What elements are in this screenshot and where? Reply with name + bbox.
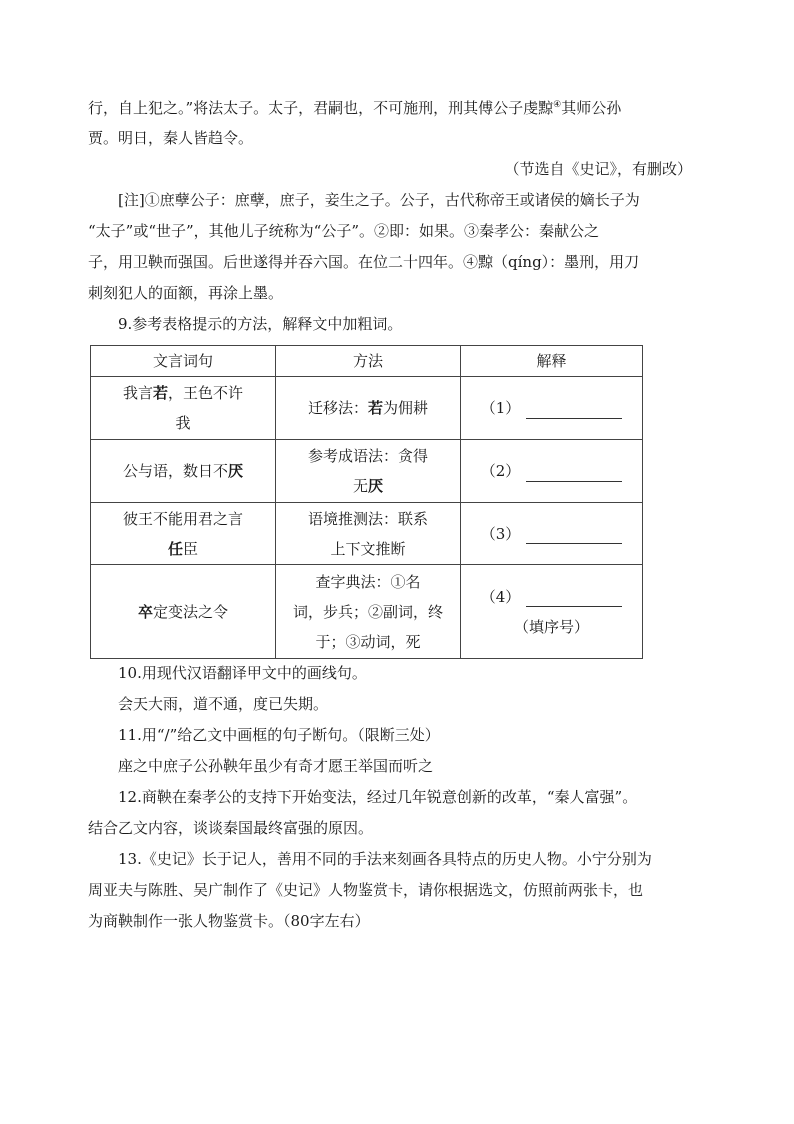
header-method: 方法 <box>276 346 461 377</box>
passage-line-1 <box>88 98 621 118</box>
table-row <box>91 503 643 565</box>
q10-sentence: 会天大雨，道不通，度已失期。 <box>118 695 329 713</box>
note-line-2: “太子”或“世子”，其他儿子统称为“公子”。②即：如果。③秦孝公：秦献公之 <box>88 222 600 240</box>
answer-blank[interactable] <box>526 525 622 544</box>
answer-blank[interactable] <box>526 463 622 482</box>
cell-sentence: 卒定变法之令 <box>91 565 276 659</box>
note-line-1: [注]①庶孽公子：庶孽，庶子，妾生之子。公子，古代称帝王或诸侯的嫡长子为 <box>118 191 640 209</box>
q12-line-2: 结合乙文内容，谈谈秦国最终富强的原因。 <box>88 819 374 837</box>
cell-method: 语境推测法：联系 上下文推断 <box>276 503 461 565</box>
cell-answer: （2） <box>461 440 643 503</box>
cell-sentence: 我言若，王色不许 我 <box>91 377 276 440</box>
table-row <box>91 377 643 440</box>
q12-line-1: 12.商鞅在秦孝公的支持下开始变法，经过几年锐意创新的改革，“秦人富强”。 <box>118 788 638 806</box>
passage-line-2: 贾。明日，秦人皆趋令。 <box>88 129 254 147</box>
cell-answer: （1） <box>461 377 643 440</box>
header-explanation: 解释 <box>461 346 643 377</box>
q13-line-2: 周亚夫与陈胜、吴广制作了《史记》人物鉴赏卡，请你根据选文，仿照前两张卡，也 <box>88 881 644 899</box>
answer-blank[interactable] <box>526 588 622 607</box>
note-line-4: 刺刻犯人的面额，再涂上墨。 <box>88 284 284 302</box>
answer-blank[interactable] <box>526 400 622 419</box>
cell-sentence: 彼王不能用君之言 任臣 <box>91 503 276 565</box>
passage-text: 行，自上犯之。”将法太子。太子，君嗣也，不可施刑，刑其傅公子虔黥 <box>88 99 554 117</box>
note-line-3: 子，用卫鞅而强国。后世遂得并吞六国。在位二十四年。④黥（qíng）：墨刑，用刀 <box>88 253 640 271</box>
cell-answer: （4） （填序号） <box>461 565 643 659</box>
table-row <box>91 565 643 659</box>
header-sentence: 文言词句 <box>91 346 276 377</box>
answer-note: （填序号） <box>513 617 589 636</box>
table-header-row <box>91 346 643 377</box>
cell-method: 迁移法：若为佣耕 <box>276 377 461 440</box>
passage-text-tail: 其师公孙 <box>561 99 622 117</box>
q9-prompt: 9.参考表格提示的方法，解释文中加粗词。 <box>118 315 403 333</box>
table-row <box>91 440 643 503</box>
footnote-marker: ④ <box>553 100 562 110</box>
cell-answer: （3） <box>461 503 643 565</box>
q11-sentence: 座之中庶子公孙鞅年虽少有奇才愿王举国而听之 <box>118 757 434 775</box>
passage-source: （节选自《史记》，有删改） <box>504 160 692 178</box>
q13-line-1: 13.《史记》长于记人，善用不同的手法来刻画各具特点的历史人物。小宁分别为 <box>118 850 652 868</box>
cell-sentence: 公与语，数日不厌 <box>91 440 276 503</box>
cell-method: 参考成语法：贪得 无厌 <box>276 440 461 503</box>
q11-prompt: 11.用“/”给乙文中画框的句子断句。（限断三处） <box>118 726 440 744</box>
cell-method: 查字典法：①名 词，步兵；②副词，终 于；③动词，死 <box>276 565 461 659</box>
q9-table <box>90 345 643 659</box>
q10-prompt: 10.用现代汉语翻译甲文中的画线句。 <box>118 664 367 682</box>
q13-line-3: 为商鞅制作一张人物鉴赏卡。（80字左右） <box>88 912 370 930</box>
